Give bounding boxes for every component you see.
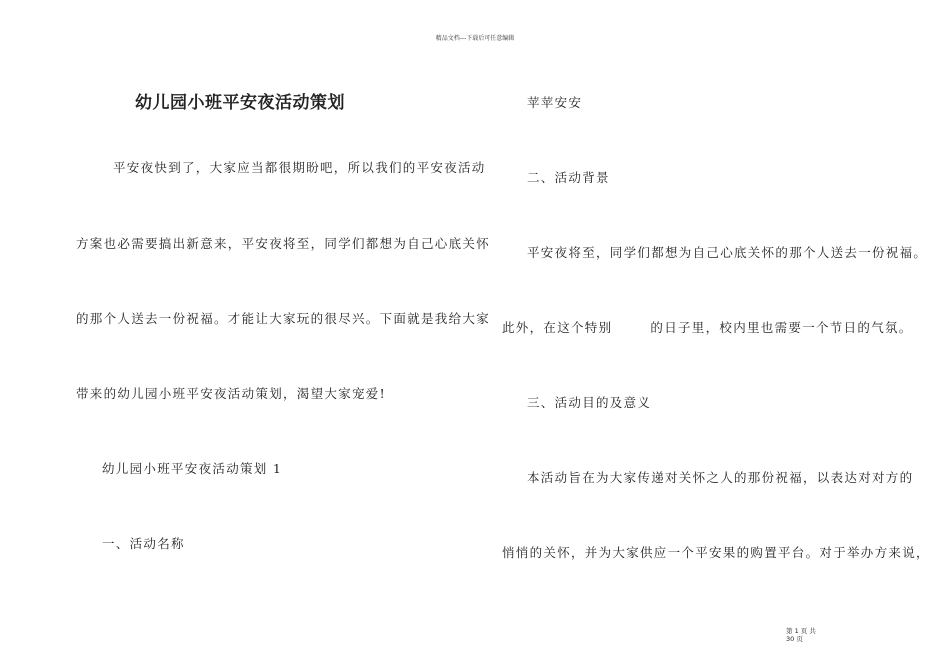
background-line-2-part-a: 此外，在这个特别	[502, 320, 613, 335]
section-heading-background: 二、活动背景	[527, 170, 610, 185]
section-heading-purpose: 三、活动目的及意义	[527, 395, 652, 410]
plan-subheading: 幼儿园小班平安夜活动策划 1	[102, 461, 283, 476]
intro-line-3: 的那个人送去一份祝福。才能让大家玩的很尽兴。下面就是我给大家	[76, 311, 491, 326]
intro-line-2: 方案也必需要搞出新意来，平安夜将至，同学们都想为自己心底关怀	[76, 236, 491, 251]
section-heading-name: 一、活动名称	[102, 536, 185, 551]
purpose-line-2: 悄悄的关怀，并为大家供应一个平安果的购置平台。对于举办方来说，	[502, 545, 930, 560]
background-line-2	[502, 318, 913, 336]
purpose-line-1: 本活动旨在为大家传递对关怀之人的那份祝福，以表达对对方的	[527, 470, 914, 485]
background-line-2-part-b: 的日子里，校内里也需要一个节日的气氛。	[650, 320, 913, 335]
document-title: 幼儿园小班平安夜活动策划	[135, 93, 345, 113]
intro-line-4: 带来的幼儿园小班平安夜活动策划，渴望大家宠爱!	[76, 386, 386, 401]
intro-line-1: 平安夜快到了，大家应当都很期盼吧，所以我们的平安夜活动	[113, 160, 486, 175]
activity-name-value: 苹苹安安	[527, 95, 583, 110]
header-note: 精品文档---下载后可任意编辑	[435, 35, 515, 42]
background-line-1: 平安夜将至，同学们都想为自己心底关怀的那个人送去一份祝福。	[527, 245, 928, 260]
page-number: 第 1 页 共 30 页	[786, 627, 816, 643]
